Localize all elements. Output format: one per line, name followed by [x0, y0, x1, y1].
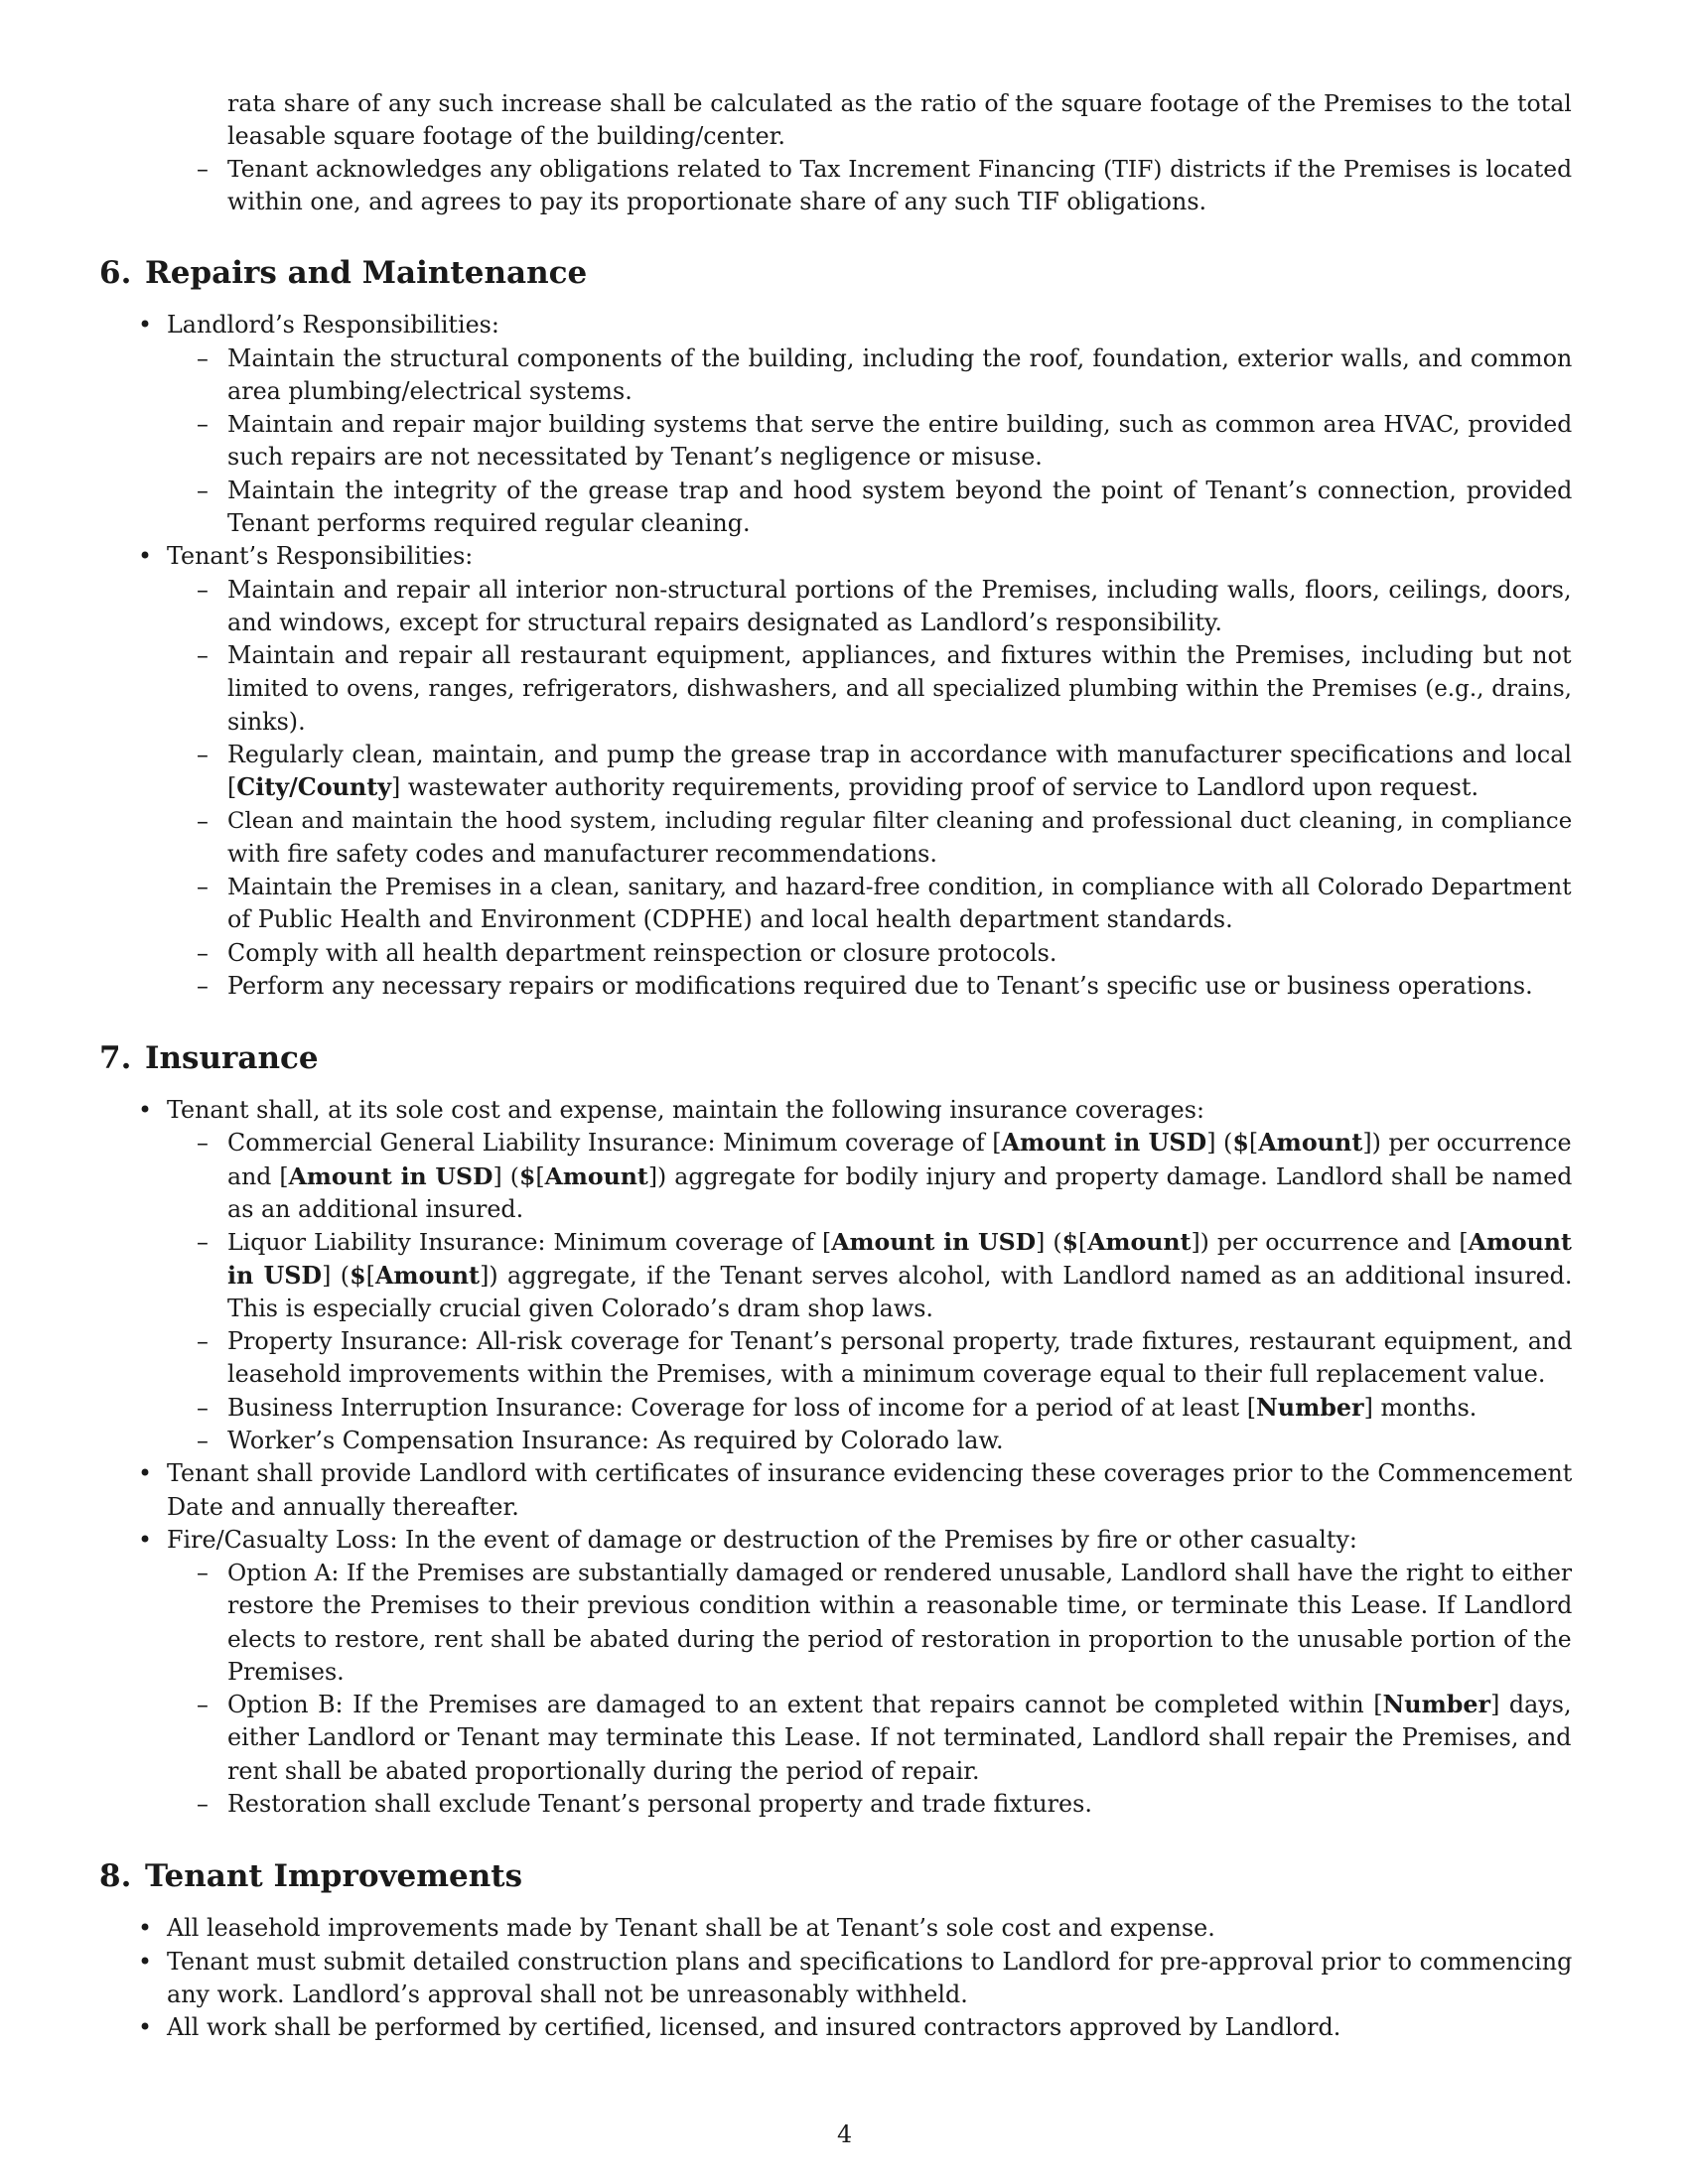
text-line: within one, and agrees to pay its proportionate share of any such TIF obligations. — [227, 188, 1207, 215]
dash-item-text: Maintain the Premises in a clean, sanitary, and hazard-free condition, in compliance with all Colorado Department — [227, 874, 1572, 900]
text-line: and [Amount in USD] ($[Amount]) aggregate for bodily injury and property damage. Landlord shall be named — [227, 1162, 1573, 1190]
section-heading — [99, 1856, 522, 1896]
text-line: [City/County] wastewater authority requirements, providing proof of service to Landlord upon request. — [227, 773, 1479, 801]
bullet-item-text: Tenant shall, at its sole cost and expense, maintain the following insurance coverages: — [167, 1096, 1204, 1124]
text-line: limited to ovens, ranges, refrigerators, dishwashers, and all specialized plumbing within the Premises (e.g., drains, — [227, 676, 1572, 702]
dash-marker: – — [197, 410, 209, 438]
dash-item-text: Liquor Liability Insurance: Minimum coverage of [Amount in USD] ($[Amount]) per occurrence and [Amount — [227, 1228, 1572, 1256]
bullet-marker: • — [138, 2013, 153, 2041]
dash-marker: – — [197, 1129, 209, 1157]
section-heading — [99, 253, 587, 293]
dash-marker: – — [197, 972, 209, 1000]
text-line: leasehold improvements within the Premises, with a minimum coverage equal to their full replacement value. — [227, 1360, 1546, 1388]
dash-item-text: Maintain and repair all restaurant equipment, appliances, and fixtures within the Premises, including but not — [227, 641, 1572, 669]
bullet-marker: • — [138, 1914, 153, 1942]
section-title: Repairs and Maintenance — [145, 255, 588, 291]
text-line: and windows, except for structural repairs designated as Landlord’s responsibility. — [227, 609, 1222, 636]
dash-marker: – — [197, 1394, 209, 1422]
dash-item-text: Clean and maintain the hood system, including regular filter cleaning and professional duct cleaning, in compliance — [227, 808, 1573, 834]
section-title: Insurance — [145, 1040, 319, 1076]
bullet-item-text: Tenant shall provide Landlord with certificates of insurance evidencing these coverages prior to the Commencement — [167, 1459, 1573, 1487]
dash-item-text: Perform any necessary repairs or modifications required due to Tenant’s specific use or business operations. — [227, 972, 1533, 1000]
dash-item-text: Business Interruption Insurance: Coverage for loss of income for a period of at least [Number] months. — [227, 1394, 1477, 1422]
dash-item-text: Option A: If the Premises are substantially damaged or rendered unusable, Landlord shall have the right to either — [227, 1559, 1573, 1586]
dash-marker: – — [197, 1790, 209, 1818]
bullet-item-text: Fire/Casualty Loss: In the event of damage or destruction of the Premises by fire or other casualty: — [167, 1526, 1357, 1554]
text-line: elects to restore, rent shall be abated during the period of restoration in proportion to the unusable portion of the — [227, 1626, 1572, 1653]
section-number: 7. — [99, 1040, 132, 1076]
section-heading — [99, 1038, 319, 1078]
bullet-item-text: All work shall be performed by certified, licensed, and insured contractors approved by Landlord. — [167, 2013, 1341, 2041]
dash-marker: – — [197, 1691, 209, 1718]
bullet-marker: • — [138, 1526, 153, 1554]
page-number: 4 — [837, 2120, 853, 2148]
text-line: any work. Landlord’s approval shall not be unreasonably withheld. — [167, 1980, 968, 2008]
text-line: leasable square footage of the building/center. — [227, 122, 785, 150]
dash-item-text: Maintain the structural components of the building, including the roof, foundation, exterior walls, and common — [227, 344, 1573, 372]
text-line: as an additional insured. — [227, 1195, 524, 1223]
dash-marker: – — [197, 939, 209, 967]
dash-item-text: Property Insurance: All-risk coverage for Tenant’s personal property, trade fixtures, restaurant equipment, and — [227, 1327, 1573, 1355]
dash-item-text: Maintain and repair all interior non-structural portions of the Premises, including walls, floors, ceilings, doors, — [227, 576, 1572, 604]
text-line: either Landlord or Tenant may terminate this Lease. If not terminated, Landlord shall repair the Premises, and — [227, 1723, 1572, 1751]
text-line: rent shall be abated proportionally during the period of repair. — [227, 1757, 980, 1785]
text-line: such repairs are not necessitated by Tenant’s negligence or misuse. — [227, 443, 1043, 471]
dash-marker: – — [197, 155, 209, 183]
text-line: rata share of any such increase shall be calculated as the ratio of the square footage of the Premises to the total — [227, 89, 1572, 117]
section-number: 6. — [99, 255, 132, 291]
dash-item-text: Worker’s Compensation Insurance: As required by Colorado law. — [227, 1427, 1004, 1454]
dash-marker: – — [197, 1228, 209, 1256]
dash-item-text: Comply with all health department reinspection or closure protocols. — [227, 939, 1057, 967]
text-line: This is especially crucial given Colorado’s dram shop laws. — [227, 1295, 934, 1322]
dash-item-text: Regularly clean, maintain, and pump the grease trap in accordance with manufacturer specifications and local — [227, 741, 1573, 768]
dash-item-text: Maintain the integrity of the grease trap and hood system beyond the point of Tenant’s connection, provided — [227, 477, 1573, 504]
dash-marker: – — [197, 576, 209, 604]
dash-marker: – — [197, 807, 209, 835]
bullet-item-text: Tenant’s Responsibilities: — [167, 542, 474, 570]
bullet-marker: • — [138, 1096, 153, 1124]
dash-item-text: Maintain and repair major building systems that serve the entire building, such as common area HVAC, provided — [227, 410, 1573, 438]
bullet-marker: • — [138, 542, 153, 570]
dash-marker: – — [197, 1559, 209, 1586]
dash-marker: – — [197, 873, 209, 900]
bullet-item-text: Landlord’s Responsibilities: — [167, 311, 499, 339]
section-number: 8. — [99, 1858, 132, 1894]
dash-marker: – — [197, 477, 209, 504]
bullet-marker: • — [138, 1948, 153, 1976]
dash-item-text: Tenant acknowledges any obligations related to Tax Increment Financing (TIF) districts if the Premises is located — [227, 155, 1573, 183]
dash-item-text: Restoration shall exclude Tenant’s personal property and trade fixtures. — [227, 1790, 1092, 1818]
bullet-marker: • — [138, 1459, 153, 1487]
text-line: in USD] ($[Amount]) aggregate, if the Tenant serves alcohol, with Landlord named as an additional insured. — [227, 1262, 1573, 1290]
text-line: of Public Health and Environment (CDPHE) and local health department standards. — [227, 905, 1233, 933]
text-line: Tenant performs required regular cleaning. — [227, 509, 751, 537]
text-line: Date and annually thereafter. — [167, 1493, 519, 1521]
bullet-item-text: All leasehold improvements made by Tenant shall be at Tenant’s sole cost and expense. — [167, 1914, 1215, 1942]
dash-item-text: Commercial General Liability Insurance: Minimum coverage of [Amount in USD] ($[Amount]) per occurrence — [227, 1129, 1572, 1157]
text-line: sinks). — [227, 708, 306, 736]
dash-marker: – — [197, 1327, 209, 1355]
section-title: Tenant Improvements — [145, 1858, 523, 1894]
dash-marker: – — [197, 344, 209, 372]
dash-marker: – — [197, 1427, 209, 1454]
bullet-item-text: Tenant must submit detailed construction plans and specifications to Landlord for pre-approval prior to commencing — [167, 1948, 1573, 1976]
text-line: Premises. — [227, 1658, 345, 1686]
dash-marker: – — [197, 741, 209, 768]
text-line: restore the Premises to their previous condition within a reasonable time, or terminate this Lease. If Landlord — [227, 1591, 1573, 1619]
dash-marker: – — [197, 641, 209, 669]
text-line: area plumbing/electrical systems. — [227, 377, 633, 405]
text-line: with fire safety codes and manufacturer recommendations. — [227, 840, 937, 868]
bullet-marker: • — [138, 311, 153, 339]
dash-item-text: Option B: If the Premises are damaged to an extent that repairs cannot be completed within [Number] days, — [227, 1691, 1572, 1718]
